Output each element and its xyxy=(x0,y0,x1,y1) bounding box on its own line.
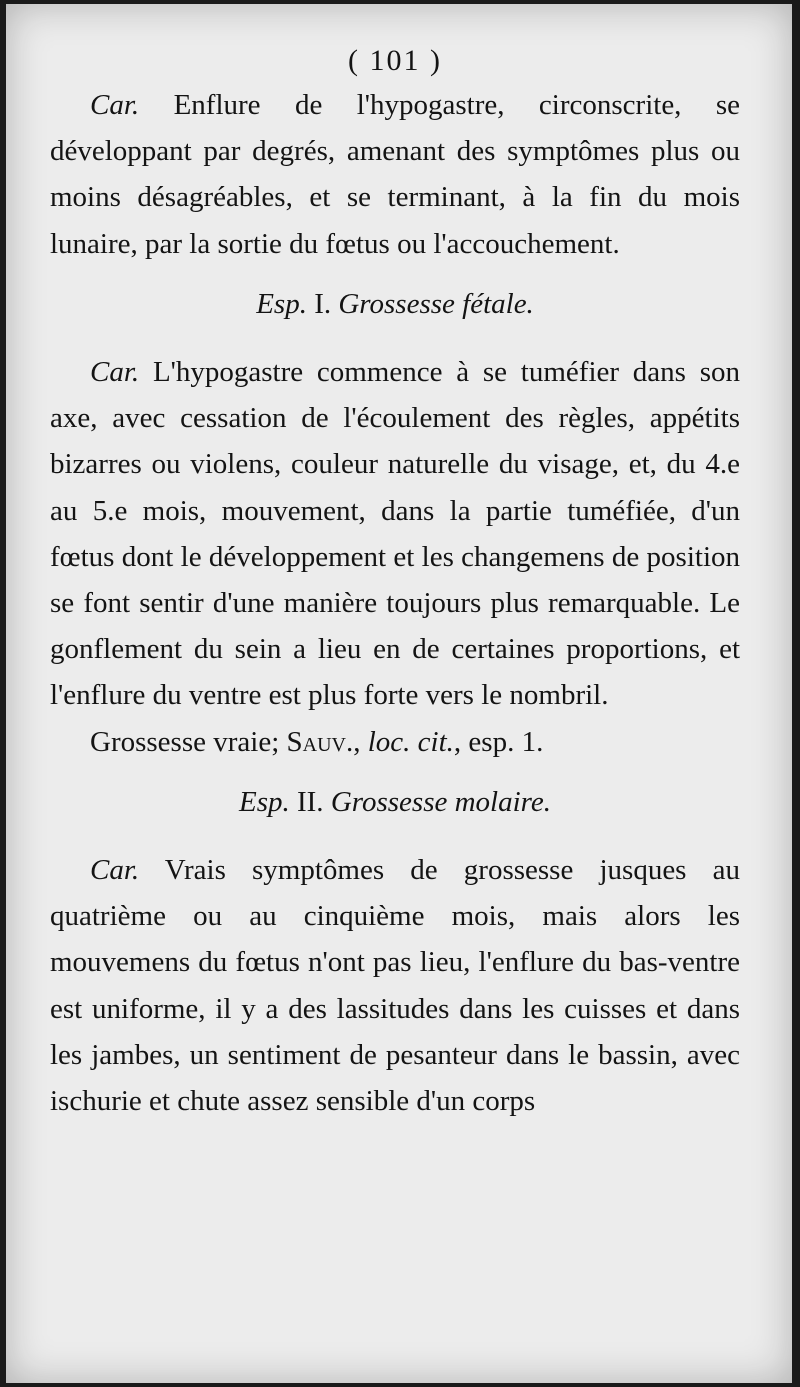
reference-loc: loc. cit. xyxy=(367,725,454,758)
paragraph-characteristics-3 xyxy=(50,847,740,1124)
esp-number: I. xyxy=(314,287,332,320)
page-text-block xyxy=(50,4,740,1124)
paragraph-text: Enflure de l'hypogastre, circonscrite, se développant par degrés, amenant des symptômes plus ou moins désagréables, et se terminant, à la fin du mois lunaire, par la sortie du fœtus ou l'accouchement. xyxy=(50,89,741,260)
paragraph-text: Vrais symptômes de grossesse jusques au quatrième ou au cinquième mois, mais alors les mouvemens du fœtus n'ont pas lieu, l'enflure du bas-ventre est uniforme, il y a des lassitudes dans les cuisses et dans les jambes, un sentiment de pesanteur dans le bassin, avec ischurie et chute assez sensible d'un corps xyxy=(50,854,740,1118)
paragraph-characteristics-2 xyxy=(50,349,740,719)
species-heading-2 xyxy=(50,779,740,825)
esp-label: Esp. xyxy=(256,287,307,320)
paragraph-characteristics-1 xyxy=(50,82,740,267)
book-page xyxy=(6,4,792,1383)
reference-prefix: Grossesse vraie; xyxy=(90,725,280,758)
reference-author: Sauv. xyxy=(286,725,354,758)
car-label: Car. xyxy=(90,854,140,887)
esp-number: II. xyxy=(296,785,324,818)
paragraph-text: L'hypogastre commence à se tuméfier dans son axe, avec cessation de l'écoulement des règles, appétits bizarres ou violens, couleur naturelle du visage, et, du 4.e au 5.e mois, mouvement, dans la partie tuméfiée, d'un fœtus dont le développement et les changemens de position se font sentir d'une manière toujours plus remarquable. Le gonflement du sein a lieu en de certaines proportions, et l'enflure du ventre est plus forte vers le nombril. xyxy=(50,356,741,712)
species-heading-1 xyxy=(50,281,740,327)
car-label: Car. xyxy=(90,356,140,389)
species-title: Grossesse molaire. xyxy=(330,785,551,818)
page-number: ( 101 ) xyxy=(348,44,442,77)
reference-line: Grossesse vraie; Sauv., loc. cit., esp. 1. xyxy=(90,725,544,758)
species-title: Grossesse fétale. xyxy=(338,287,534,320)
car-label: Car. xyxy=(90,89,140,121)
esp-label: Esp. xyxy=(238,785,290,818)
reference-suffix: , esp. 1. xyxy=(453,725,544,758)
